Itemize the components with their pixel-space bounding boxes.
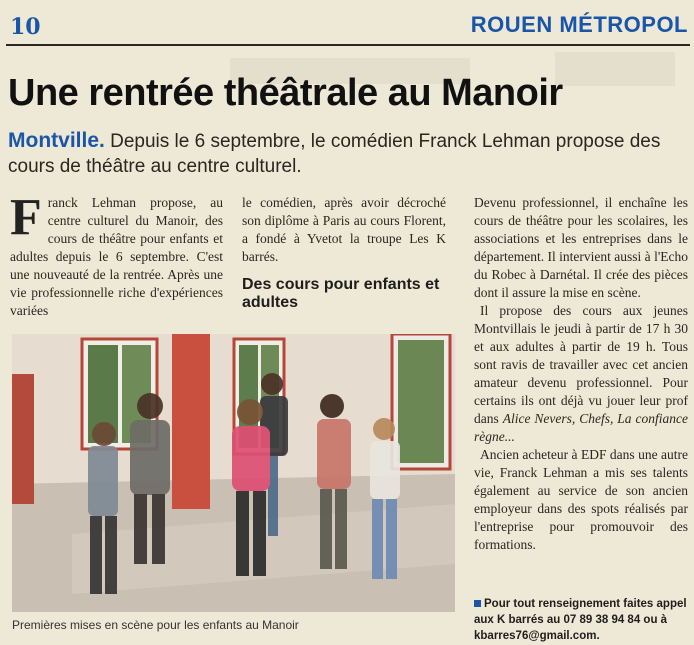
section-title: ROUEN MÉTROPOL — [470, 12, 688, 37]
standfirst-text: Depuis le 6 septembre, le comédien Franck Lehman propose des cours de théâtre au centre culturel. — [8, 131, 661, 177]
column-2-text: le comédien, après avoir décroché son diplôme à Paris au cours Florent, a fondé à Yvetot la troupe Les K barrés. — [242, 195, 446, 264]
standfirst-city: Montville. — [8, 129, 105, 152]
bullet-square-icon — [474, 600, 481, 607]
column-3-paragraph-1: Devenu professionnel, il enchaîne les cours de théâtre pour les scolaires, les associations et les entreprises dans le département. Il intervient aussi à l'Echo du Robec à Darnétal. Il crée des pièces dont il assure la mise en scène. — [474, 195, 688, 300]
column-3-paragraph-2 — [474, 302, 688, 446]
article-column-2 — [242, 194, 446, 266]
article-column-3 — [474, 194, 688, 554]
page-number: 10 — [10, 14, 41, 40]
photo-illustration — [12, 334, 455, 612]
info-text: Pour tout renseignement faites appel aux K barrés au 07 89 38 94 84 ou à kbarres76@gmail.com. — [474, 598, 687, 642]
column-3-paragraph-2-text: Il propose des cours aux jeunes Montvillais le jeudi à partir de 17 h 30 et aux adultes à partir de 19 h. Tous sont ravis de travailler avec cet ancien amateur devenu professionnel. Pour certains ils ont déjà vu jouer leur prof dans — [474, 303, 688, 426]
info-box — [474, 596, 690, 644]
column-3-paragraph-3: Ancien acheteur à EDF dans une autre vie, Franck Lehman a mis ses talents également au service de son ancien employeur dans des spots réalisés par l'entreprise pour promouvoir des formations. — [474, 447, 688, 552]
subheading: Des cours pour enfants et adultes — [242, 276, 440, 311]
show-titles: Alice Nevers, Chefs, La confiance règne... — [474, 411, 688, 444]
column-1-text: ranck Lehman propose, au centre culturel du Manoir, des cours de théâtre pour enfants et adultes depuis le 6 septembre. C'est une nouveauté de la rentrée. Après une vie professionnelle riche d'expériences variées — [10, 195, 223, 318]
drop-cap: F — [10, 189, 42, 246]
header-rule — [6, 44, 690, 46]
photo-caption: Premières mises en scène pour les enfants au Manoir — [12, 618, 299, 632]
article-column-1 — [10, 189, 223, 320]
standfirst — [8, 128, 668, 179]
show-through-texture — [555, 52, 675, 86]
headline: Une rentrée théâtrale au Manoir — [8, 72, 563, 114]
article-photo — [12, 334, 455, 612]
